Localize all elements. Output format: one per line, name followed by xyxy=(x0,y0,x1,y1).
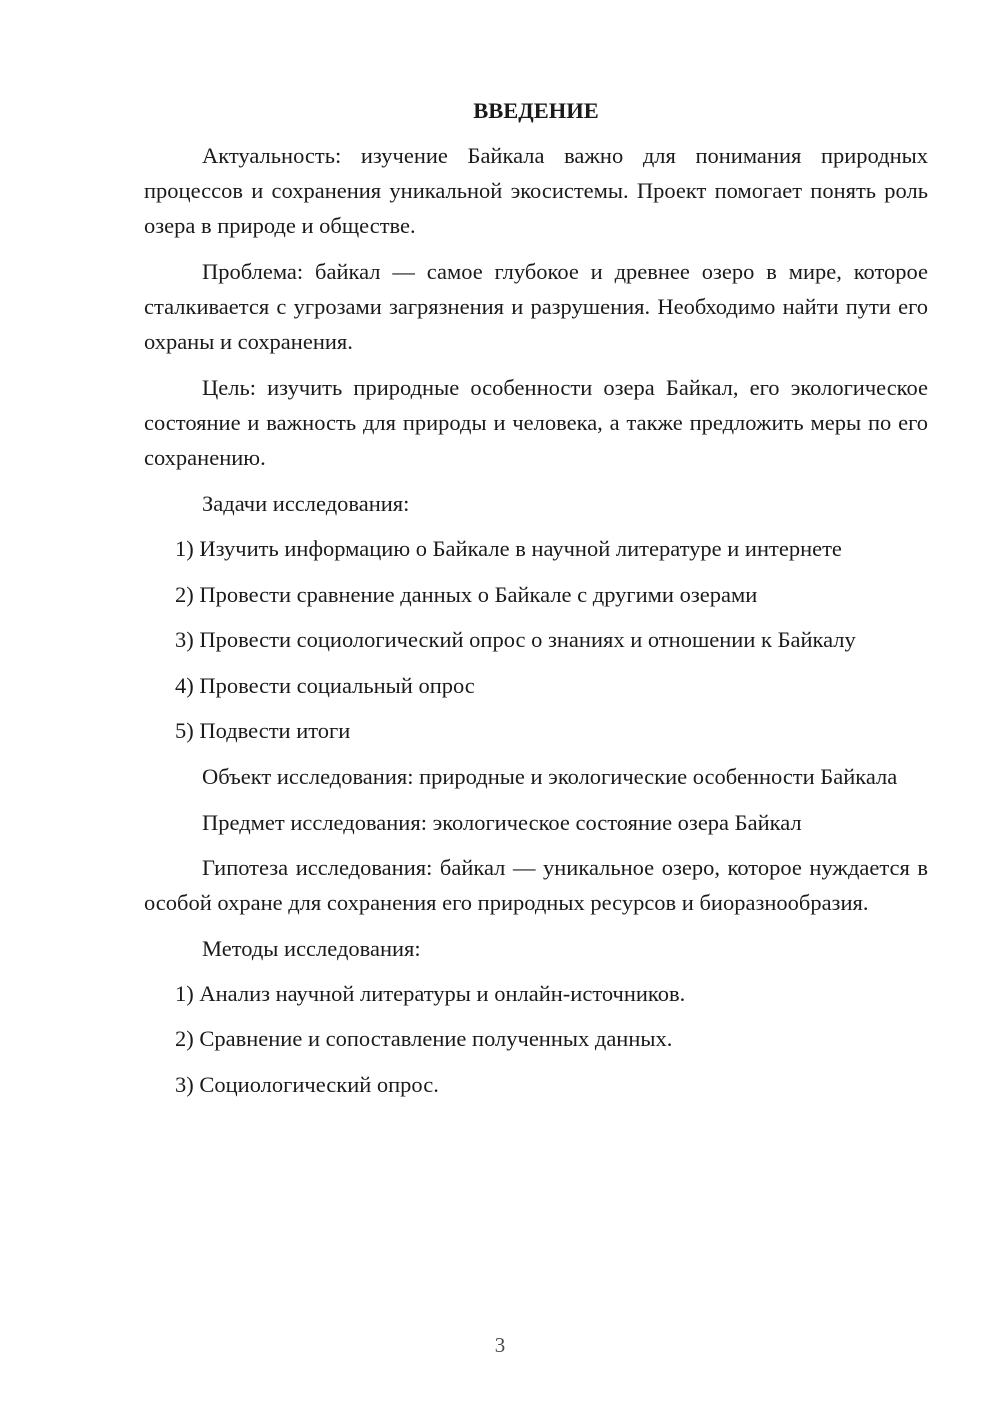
hypothesis-paragraph: Гипотеза исследования: байкал — уникальное озеро, которое нуждается в особой охране для сохранения его природных ресурсов и биоразнообразия. xyxy=(144,854,928,915)
object-paragraph: Объект исследования: природные и экологические особенности Байкала xyxy=(202,763,898,789)
document-title: ВВЕДЕНИЕ xyxy=(473,98,599,123)
task-item: 5) Подвести итоги xyxy=(175,718,351,743)
document-page xyxy=(144,92,928,1112)
problem-paragraph: Проблема: байкал — самое глубокое и древнее озеро в мире, которое сталкивается с угрозами загрязнения и разрушения. Необходимо найти пути его охраны и сохранения. xyxy=(144,259,928,354)
method-item: 1) Анализ научной литературы и онлайн-источников. xyxy=(175,980,686,1006)
relevance-paragraph: Актуальность: изучение Байкала важно для понимания природных процессов и сохранения уникальной экосистемы. Проект помогает понять роль озера в природе и обществе. xyxy=(144,143,928,238)
tasks-list xyxy=(144,531,928,748)
methods-heading: Методы исследования: xyxy=(202,935,421,961)
task-item: 3) Провести социологический опрос о знаниях и отношении к Байкалу xyxy=(175,627,856,652)
task-item: 1) Изучить информацию о Байкале в научной литературе и интернете xyxy=(175,536,842,561)
task-item: 2) Провести сравнение данных о Байкале с другими озерами xyxy=(175,581,758,607)
goal-paragraph: Цель: изучить природные особенности озера Байкал, его экологическое состояние и важность для природы и человека, а также предложить меры по его сохранению. xyxy=(144,375,928,470)
methods-list xyxy=(144,976,928,1102)
page-number: 3 xyxy=(494,1333,506,1357)
tasks-heading: Задачи исследования: xyxy=(202,491,410,516)
method-item: 3) Социологический опрос. xyxy=(175,1071,439,1097)
subject-paragraph: Предмет исследования: экологическое состояние озера Байкал xyxy=(202,809,802,835)
task-item: 4) Провести социальный опрос xyxy=(175,672,475,698)
method-item: 2) Сравнение и сопоставление полученных данных. xyxy=(175,1026,673,1051)
